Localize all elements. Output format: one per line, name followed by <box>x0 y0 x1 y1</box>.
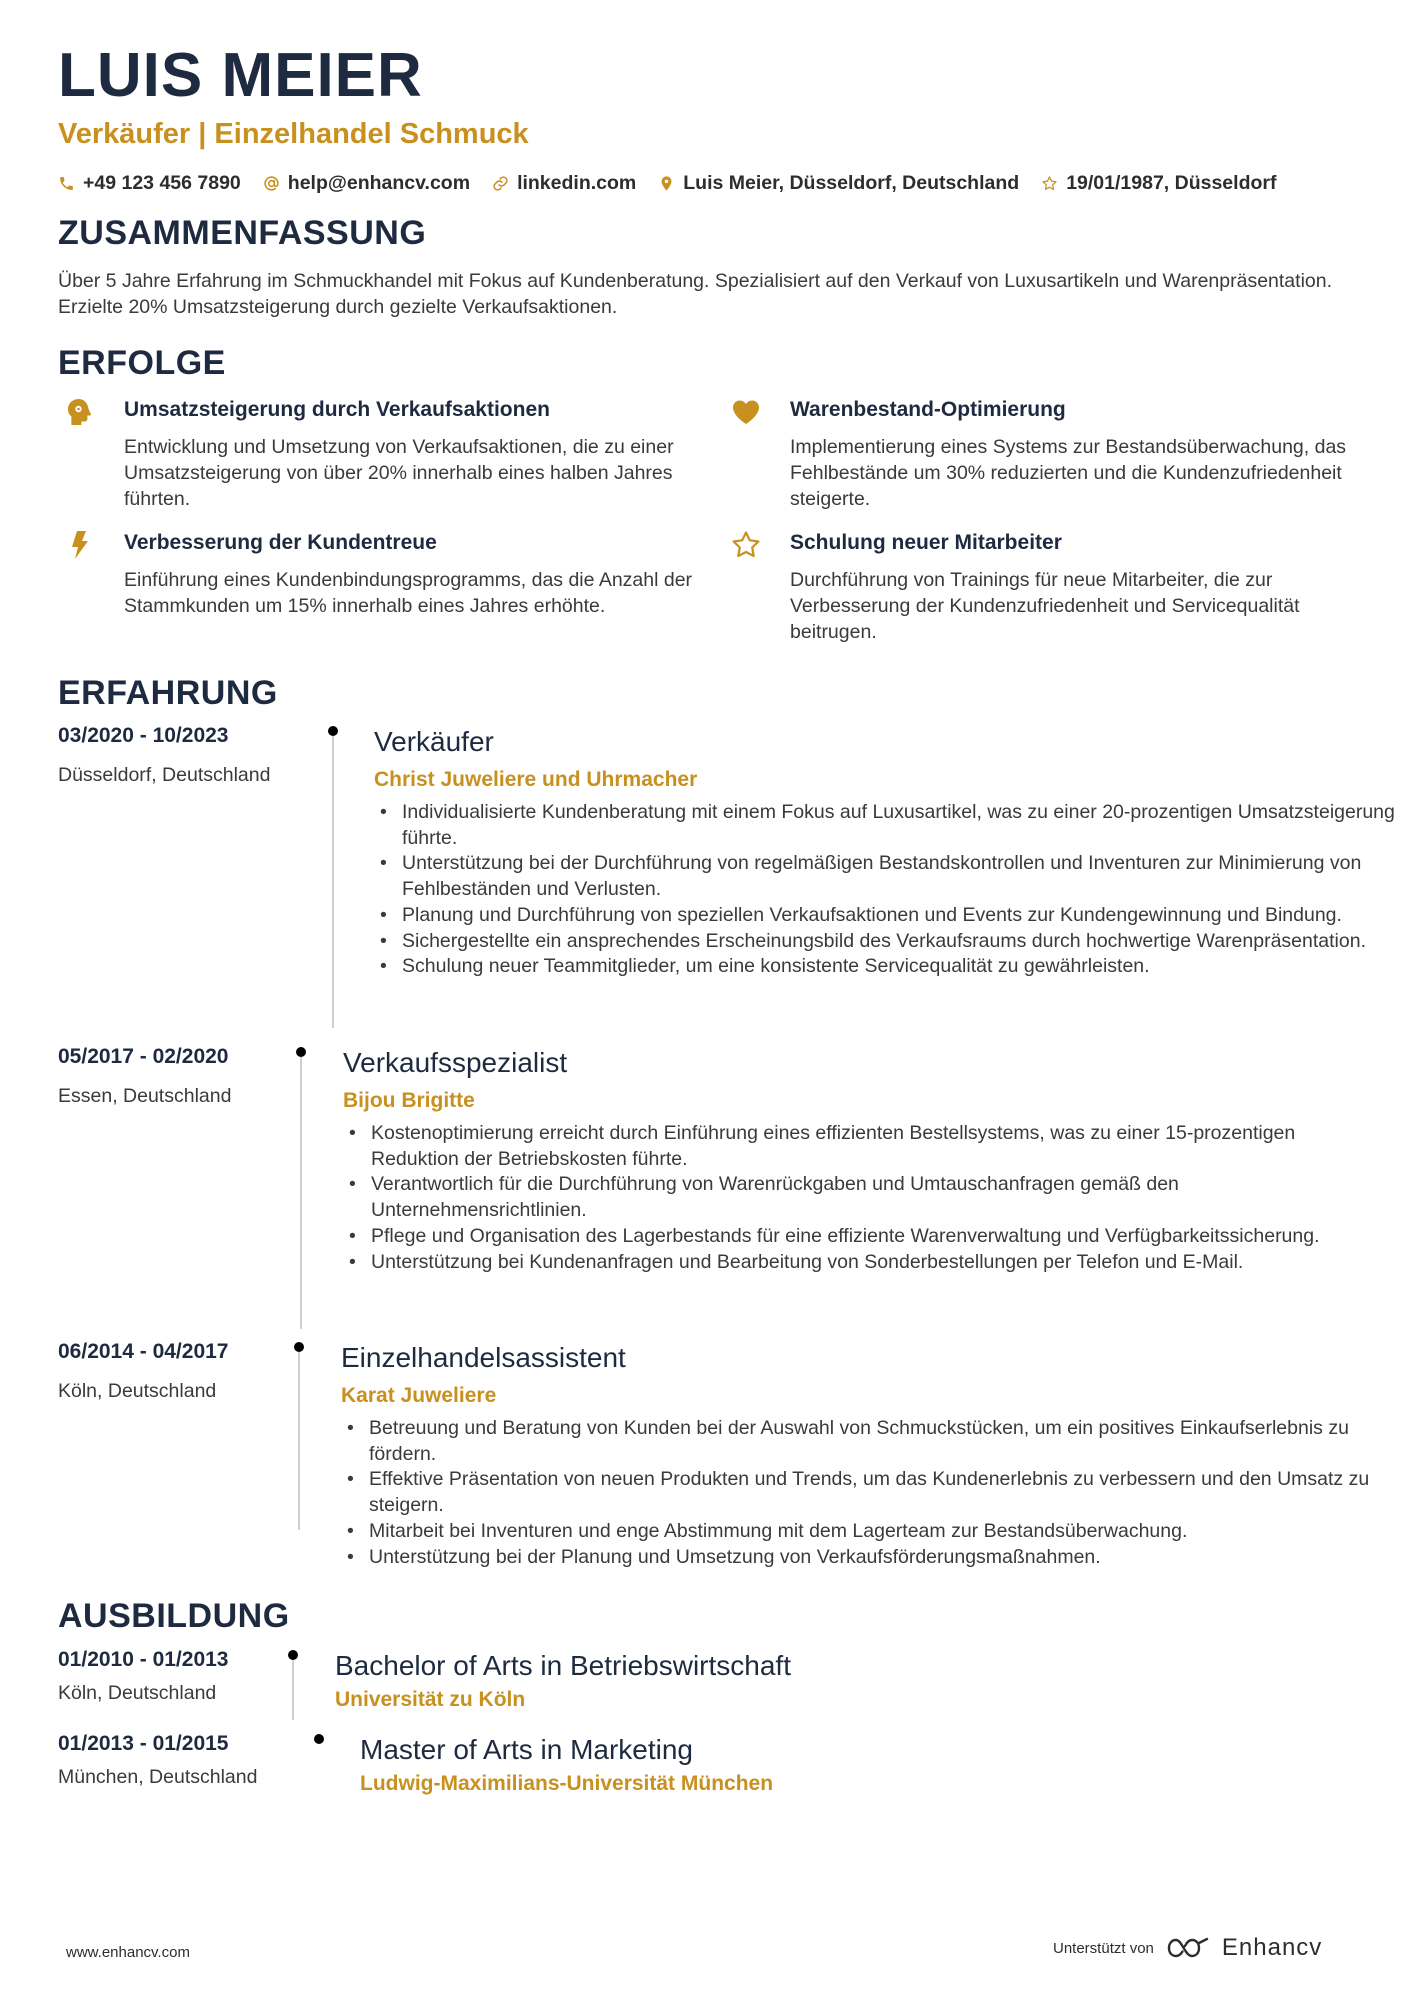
section-title-achievements: ERFOLGE <box>58 344 226 382</box>
contact-location <box>658 172 1019 195</box>
section-title-education: AUSBILDUNG <box>58 1597 290 1635</box>
footer-brand: Enhancv <box>1221 1934 1323 1961</box>
experience-company: Christ Juweliere und Uhrmacher <box>374 768 698 791</box>
experience-dates: 05/2017 - 02/2020 <box>58 1045 229 1068</box>
contact-email[interactable] <box>263 172 470 195</box>
education-school: Ludwig-Maximilians-Universität München <box>360 1772 774 1795</box>
timeline-dot <box>296 1047 306 1057</box>
education-dates: 01/2013 - 01/2015 <box>58 1732 229 1755</box>
experience-company: Karat Juweliere <box>341 1384 497 1407</box>
experience-bullet: • Mitarbeit bei Inventuren und enge Abstimmung mit dem Lagerteam zur Bestandsüberwachung. <box>341 1519 1386 1545</box>
enhancv-logo-icon <box>1166 1935 1212 1961</box>
timeline-line <box>298 1352 300 1530</box>
timeline-line <box>292 1660 294 1720</box>
achievement-title: Warenbestand-Optimierung <box>790 398 1066 421</box>
experience-bullet: • Effektive Präsentation von neuen Produkten und Trends, um das Kundenerlebnis zu verbessern und den Umsatz zu steigern. <box>341 1467 1386 1518</box>
heart-icon <box>730 396 762 428</box>
experience-bullet: • Unterstützung bei der Durchführung von regelmäßigen Bestandskontrollen und Inventuren zur Minimierung von Fehlbeständen und Verlusten. <box>374 851 1409 902</box>
experience-bullet: • Betreuung und Beratung von Kunden bei der Auswahl von Schmuckstücken, um ein positives Einkaufserlebnis zu fördern. <box>341 1416 1386 1467</box>
contact-birth <box>1041 172 1276 195</box>
experience-role: Verkäufer <box>374 726 494 757</box>
experience-bullets <box>374 800 1409 980</box>
education-degree: Bachelor of Arts in Betriebswirtschaft <box>335 1650 791 1681</box>
education-degree: Master of Arts in Marketing <box>360 1734 694 1765</box>
experience-company: Bijou Brigitte <box>343 1089 475 1112</box>
education-school: Universität zu Köln <box>335 1688 526 1711</box>
experience-role: Verkaufsspezialist <box>343 1047 568 1078</box>
experience-bullet: • Unterstützung bei Kundenanfragen und Bearbeitung von Sonderbestellungen per Telefon und E-Mail. <box>343 1250 1388 1276</box>
experience-bullets <box>343 1121 1388 1275</box>
experience-bullet: • Sichergestellte ein ansprechendes Erscheinungsbild des Verkaufsraums durch hochwertige Warenpräsentation. <box>374 929 1409 955</box>
timeline-dot <box>294 1342 304 1352</box>
timeline-line <box>332 736 334 1028</box>
experience-location: Düsseldorf, Deutschland <box>58 764 271 786</box>
achievement-title: Umsatzsteigerung durch Verkaufsaktionen <box>124 398 550 421</box>
experience-bullet: • Verantwortlich für die Durchführung von Warenrückgaben und Umtauschanfragen gemäß den Unternehmensrichtlinien. <box>343 1172 1388 1223</box>
education-item <box>58 1732 1348 1812</box>
experience-bullet: • Unterstützung bei der Planung und Umsetzung von Verkaufsförderungsmaßnahmen. <box>341 1545 1386 1571</box>
experience-location: Köln, Deutschland <box>58 1380 217 1402</box>
section-title-summary: ZUSAMMENFASSUNG <box>58 214 427 252</box>
achievement-desc: Einführung eines Kundenbindungsprogramms, das die Anzahl der Stammkunden um 15% innerhalb eines Jahres erhöhte. <box>124 569 693 617</box>
star-icon <box>1041 175 1058 192</box>
contact-location-text: Luis Meier, Düsseldorf, Deutschland <box>683 171 1020 194</box>
contact-birth-text: 19/01/1987, Düsseldorf <box>1066 171 1277 194</box>
location-icon <box>658 175 675 192</box>
experience-location: Essen, Deutschland <box>58 1085 232 1107</box>
experience-bullet: • Kostenoptimierung erreicht durch Einführung eines effizienten Bestellsystems, was zu einer 15-prozentigen Reduktion der Betriebskosten führte. <box>343 1121 1388 1172</box>
summary-text: Über 5 Jahre Erfahrung im Schmuckhandel mit Fokus auf Kundenberatung. Spezialisiert auf den Verkauf von Luxusartikeln und Warenpräsentation. Erzielte 20% Umsatzsteigerung durch gezielte Verkaufsaktionen. <box>58 270 1333 318</box>
education-location: Köln, Deutschland <box>58 1682 217 1704</box>
contact-phone-text: +49 123 456 7890 <box>83 171 241 194</box>
contact-linkedin[interactable] <box>492 172 636 195</box>
footer-branding <box>1053 1934 1322 1962</box>
star-outline-icon <box>730 529 762 561</box>
candidate-name: LUIS MEIER <box>58 41 423 110</box>
lightning-icon <box>64 529 96 561</box>
experience-item <box>58 724 1395 1034</box>
experience-item <box>58 1340 1370 1580</box>
experience-dates: 06/2014 - 04/2017 <box>58 1340 229 1363</box>
achievement-title: Verbesserung der Kundentreue <box>124 531 437 554</box>
experience-dates: 03/2020 - 10/2023 <box>58 724 229 747</box>
timeline-dot <box>328 726 338 736</box>
link-icon <box>492 175 509 192</box>
section-title-experience: ERFAHRUNG <box>58 674 278 712</box>
achievement-desc: Durchführung von Trainings für neue Mitarbeiter, die zur Verbesserung der Kundenzufriedenheit und Servicequalität beitrugen. <box>790 569 1300 643</box>
experience-role: Einzelhandelsassistent <box>341 1342 626 1373</box>
education-location: München, Deutschland <box>58 1766 258 1788</box>
contact-linkedin-text: linkedin.com <box>517 171 637 194</box>
footer-powered-by: Unterstützt von <box>1053 1939 1154 1957</box>
footer-website-link[interactable]: www.enhancv.com <box>66 1944 190 1961</box>
achievement-desc: Implementierung eines Systems zur Bestandsüberwachung, das Fehlbestände um 30% reduzierten und die Kundenzufriedenheit steigerte. <box>790 436 1347 510</box>
experience-bullets <box>341 1416 1386 1570</box>
phone-icon <box>58 175 75 192</box>
contact-email-text: help@enhancv.com <box>287 171 471 194</box>
timeline-line <box>300 1057 302 1329</box>
achievement-desc: Entwicklung und Umsetzung von Verkaufsaktionen, die zu einer Umsatzsteigerung von über 20% innerhalb eines halben Jahres führten. <box>124 436 674 510</box>
achievement-title: Schulung neuer Mitarbeiter <box>790 531 1062 554</box>
head-icon <box>64 396 96 428</box>
at-icon <box>263 175 280 192</box>
timeline-dot <box>288 1650 298 1660</box>
contact-bar <box>58 170 1298 196</box>
education-item <box>58 1648 1348 1728</box>
education-dates: 01/2010 - 01/2013 <box>58 1648 229 1671</box>
contact-phone <box>58 172 241 195</box>
experience-item <box>58 1045 1348 1335</box>
experience-bullet: • Planung und Durchführung von speziellen Verkaufsaktionen und Events zur Kundengewinnung und Bindung. <box>374 903 1409 929</box>
experience-bullet: • Individualisierte Kundenberatung mit einem Fokus auf Luxusartikel, was zu einer 20-prozentigen Umsatzsteigerung führte. <box>374 800 1409 851</box>
timeline-dot <box>314 1734 324 1744</box>
experience-bullet: • Pflege und Organisation des Lagerbestands für eine effiziente Warenverwaltung und Verfügbarkeitssicherung. <box>343 1224 1388 1250</box>
experience-bullet: • Schulung neuer Teammitglieder, um eine konsistente Servicequalität zu gewährleisten. <box>374 954 1409 980</box>
candidate-title: Verkäufer | Einzelhandel Schmuck <box>58 118 529 150</box>
